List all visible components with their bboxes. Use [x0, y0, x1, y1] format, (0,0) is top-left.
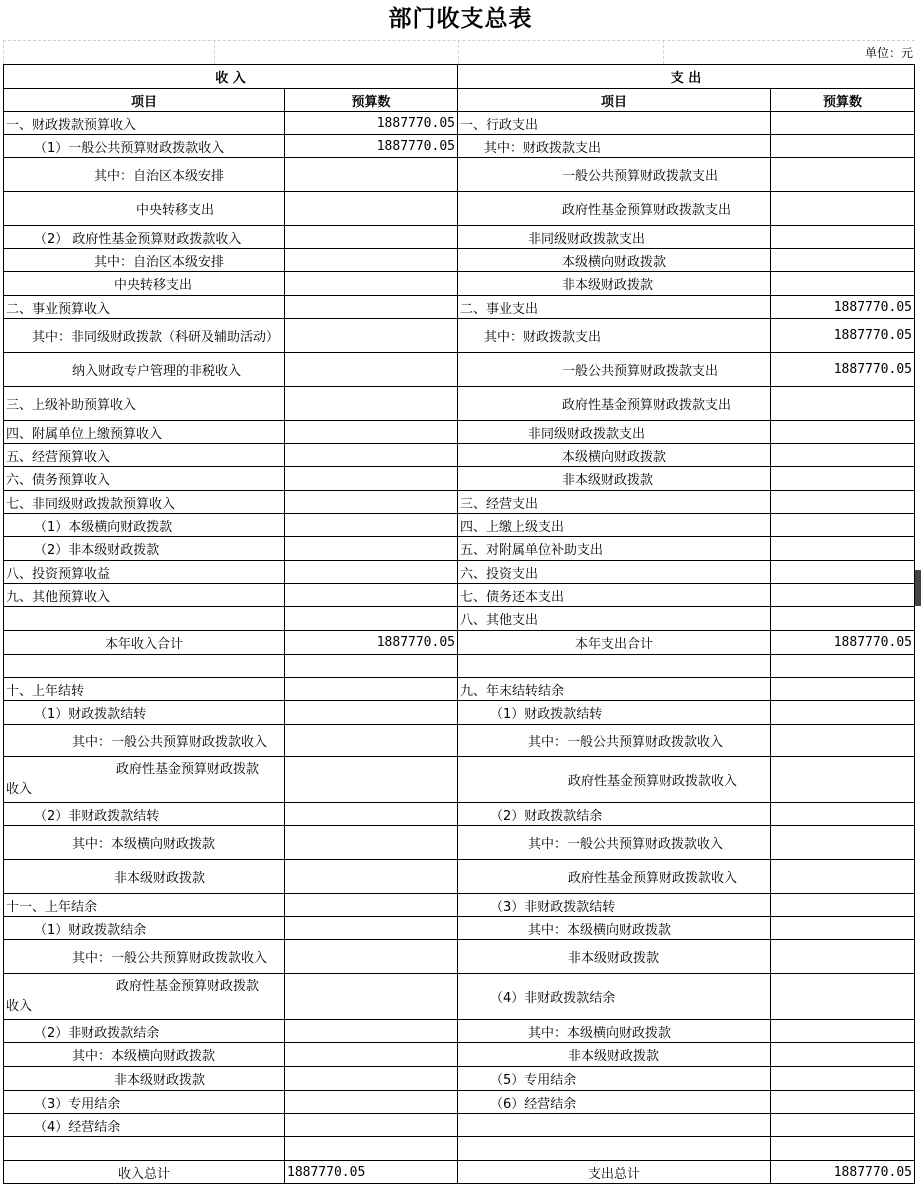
income-subtotal-value: 1887770.05 — [285, 631, 458, 655]
grid-line — [214, 40, 215, 64]
grid-line — [3, 40, 4, 64]
income-total-label: 收入总计 — [4, 1161, 285, 1184]
expense-value — [771, 1043, 915, 1067]
expense-item: 五、对附属单位补助支出 — [458, 537, 771, 561]
expense-item: 非同级财政拨款支出 — [458, 226, 771, 249]
expense-item: 一般公共预算财政拨款支出 — [458, 353, 771, 387]
expense-total-value: 1887770.05 — [771, 1161, 915, 1184]
expense-value — [771, 249, 915, 272]
expense-value: 1887770.05 — [771, 319, 915, 353]
income-value — [285, 607, 458, 631]
expense-item: 政府性基金预算财政拨款收入 — [458, 860, 771, 894]
income-total-value: 1887770.05 — [285, 1161, 458, 1184]
income-item: 十一、上年结余 — [4, 894, 285, 917]
column-header-row — [4, 89, 915, 112]
income-value — [285, 757, 458, 803]
income-value — [285, 1114, 458, 1137]
table-row — [4, 757, 915, 803]
expense-item-header: 项目 — [458, 89, 771, 112]
income-value — [285, 537, 458, 561]
expense-value — [771, 1137, 915, 1161]
expense-item: 九、年末结转结余 — [458, 678, 771, 701]
subtotal-row — [4, 631, 915, 655]
income-value — [285, 701, 458, 725]
expense-item: 六、投资支出 — [458, 561, 771, 584]
budget-table — [3, 64, 915, 1184]
expense-value — [771, 725, 915, 757]
income-item: 中央转移支出 — [4, 192, 285, 226]
income-item: （2）非本级财政拨款 — [4, 537, 285, 561]
expense-value — [771, 607, 915, 631]
income-value — [285, 725, 458, 757]
expense-value — [771, 272, 915, 296]
table-row — [4, 158, 915, 192]
income-item: 其中：一般公共预算财政拨款收入 — [4, 725, 285, 757]
unit-label: 单位：元 — [864, 46, 913, 60]
table-row — [4, 537, 915, 561]
table-row — [4, 192, 915, 226]
expense-item: 其中：一般公共预算财政拨款收入 — [458, 826, 771, 860]
income-value — [285, 894, 458, 917]
income-item: 二、事业预算收入 — [4, 296, 285, 319]
table-row — [4, 803, 915, 826]
income-value — [285, 974, 458, 1020]
expense-item: 政府性基金预算财政拨款收入 — [458, 757, 771, 803]
income-item-header: 项目 — [4, 89, 285, 112]
income-value — [285, 1043, 458, 1067]
table-row — [4, 1020, 915, 1043]
expense-subtotal-value: 1887770.05 — [771, 631, 915, 655]
income-item-line2: 收入 — [6, 781, 33, 797]
expense-item: 七、债务还本支出 — [458, 584, 771, 607]
table-row — [4, 607, 915, 631]
expense-item: （6）经营结余 — [458, 1091, 771, 1114]
page-title: 部门收支总表 — [388, 5, 533, 32]
expense-value — [771, 860, 915, 894]
table-row — [4, 272, 915, 296]
expense-item: 非本级财政拨款 — [458, 940, 771, 974]
expense-item: 非本级财政拨款 — [458, 467, 771, 491]
expense-item: 一般公共预算财政拨款支出 — [458, 158, 771, 192]
expense-item: 八、其他支出 — [458, 607, 771, 631]
income-item: 其中：自治区本级安排 — [4, 249, 285, 272]
income-value — [285, 514, 458, 537]
scrollbar-thumb[interactable] — [915, 570, 921, 606]
income-item-line1: 政府性基金预算财政拨款 — [116, 761, 260, 777]
income-item: 非本级财政拨款 — [4, 1067, 285, 1091]
income-item — [4, 607, 285, 631]
table-row — [4, 561, 915, 584]
expense-item: 本级横向财政拨款 — [458, 249, 771, 272]
expense-value: 1887770.05 — [771, 353, 915, 387]
expense-budget-header: 预算数 — [771, 89, 915, 112]
table-row — [4, 584, 915, 607]
table-row — [4, 319, 915, 353]
expense-item: 政府性基金预算财政拨款支出 — [458, 387, 771, 421]
income-value — [285, 655, 458, 678]
income-value — [285, 249, 458, 272]
expense-item — [458, 655, 771, 678]
sheet-divider — [3, 40, 915, 41]
income-value — [285, 491, 458, 514]
income-item: （1）财政拨款结余 — [4, 917, 285, 940]
expense-item — [458, 1114, 771, 1137]
income-item: （3）专用结余 — [4, 1091, 285, 1114]
income-item: 九、其他预算收入 — [4, 584, 285, 607]
expense-item: 其中：一般公共预算财政拨款收入 — [458, 725, 771, 757]
table-row — [4, 1114, 915, 1137]
income-item: 其中：本级横向财政拨款 — [4, 826, 285, 860]
income-item: 非本级财政拨款 — [4, 860, 285, 894]
income-item: 八、投资预算收益 — [4, 561, 285, 584]
table-row — [4, 974, 915, 1020]
income-value — [285, 940, 458, 974]
table-row — [4, 940, 915, 974]
expense-value — [771, 826, 915, 860]
income-item: 其中：一般公共预算财政拨款收入 — [4, 940, 285, 974]
expense-value — [771, 112, 915, 135]
expense-value — [771, 467, 915, 491]
expense-item: 非同级财政拨款支出 — [458, 421, 771, 444]
expense-value — [771, 1020, 915, 1043]
income-value — [285, 467, 458, 491]
income-item-line1: 政府性基金预算财政拨款 — [116, 978, 260, 994]
expense-value — [771, 537, 915, 561]
expense-item — [458, 1137, 771, 1161]
income-item: （2） 政府性基金预算财政拨款收入 — [4, 226, 285, 249]
table-row — [4, 655, 915, 678]
expense-item: 政府性基金预算财政拨款支出 — [458, 192, 771, 226]
expense-item: 本级横向财政拨款 — [458, 444, 771, 467]
table-row — [4, 387, 915, 421]
income-value — [285, 860, 458, 894]
income-value — [285, 444, 458, 467]
income-item — [4, 655, 285, 678]
expense-value — [771, 1091, 915, 1114]
income-item: （1）本级横向财政拨款 — [4, 514, 285, 537]
expense-value — [771, 561, 915, 584]
table-row — [4, 725, 915, 757]
expense-value — [771, 655, 915, 678]
income-item: 一、财政拨款预算收入 — [4, 112, 285, 135]
table-row — [4, 467, 915, 491]
table-row — [4, 701, 915, 725]
income-value — [285, 353, 458, 387]
income-value — [285, 917, 458, 940]
expense-item: （3）非财政拨款结转 — [458, 894, 771, 917]
income-header: 收 入 — [4, 65, 458, 89]
income-value — [285, 226, 458, 249]
table-row — [4, 514, 915, 537]
income-item: （2）非财政拨款结余 — [4, 1020, 285, 1043]
expense-item: 非本级财政拨款 — [458, 1043, 771, 1067]
income-value — [285, 387, 458, 421]
income-value — [285, 584, 458, 607]
expense-value — [771, 444, 915, 467]
table-row — [4, 894, 915, 917]
expense-item: 非本级财政拨款 — [458, 272, 771, 296]
income-value: 1887770.05 — [285, 135, 458, 158]
income-item — [4, 757, 285, 803]
table-row — [4, 1067, 915, 1091]
total-row — [4, 1161, 915, 1184]
income-item: （2）非财政拨款结转 — [4, 803, 285, 826]
income-item: 其中：非同级财政拨款（科研及辅助活动） — [4, 319, 285, 353]
income-value — [285, 1020, 458, 1043]
table-row — [4, 1091, 915, 1114]
table-row — [4, 353, 915, 387]
expense-value — [771, 1114, 915, 1137]
expense-item: （2）财政拨款结余 — [458, 803, 771, 826]
table-row — [4, 826, 915, 860]
income-value — [285, 1137, 458, 1161]
income-item: 纳入财政专户管理的非税收入 — [4, 353, 285, 387]
expense-subtotal-label: 本年支出合计 — [458, 631, 771, 655]
table-row — [4, 421, 915, 444]
income-value — [285, 1067, 458, 1091]
table-row — [4, 249, 915, 272]
income-budget-header: 预算数 — [285, 89, 458, 112]
expense-item: （1）财政拨款结转 — [458, 701, 771, 725]
expense-value — [771, 387, 915, 421]
income-item: 五、经营预算收入 — [4, 444, 285, 467]
income-value — [285, 158, 458, 192]
expense-item: 其中：财政拨款支出 — [458, 319, 771, 353]
expense-value — [771, 917, 915, 940]
income-item: 六、债务预算收入 — [4, 467, 285, 491]
income-value — [285, 561, 458, 584]
expense-value — [771, 491, 915, 514]
expense-item: 其中：财政拨款支出 — [458, 135, 771, 158]
income-value — [285, 803, 458, 826]
expense-value — [771, 1067, 915, 1091]
income-item: 其中：自治区本级安排 — [4, 158, 285, 192]
income-subtotal-label: 本年收入合计 — [4, 631, 285, 655]
income-item: 十、上年结转 — [4, 678, 285, 701]
expense-value — [771, 158, 915, 192]
income-item: 其中：本级横向财政拨款 — [4, 1043, 285, 1067]
income-value — [285, 678, 458, 701]
expense-item: （5）专用结余 — [458, 1067, 771, 1091]
expense-item: 其中：本级横向财政拨款 — [458, 917, 771, 940]
grid-line — [663, 40, 664, 64]
table-row — [4, 491, 915, 514]
income-item — [4, 1137, 285, 1161]
expense-value — [771, 894, 915, 917]
table-row — [4, 226, 915, 249]
expense-value — [771, 192, 915, 226]
expense-value — [771, 678, 915, 701]
income-value — [285, 421, 458, 444]
expense-value — [771, 974, 915, 1020]
income-value — [285, 272, 458, 296]
table-row — [4, 444, 915, 467]
table-row — [4, 296, 915, 319]
expense-value — [771, 514, 915, 537]
expense-item: 三、经营支出 — [458, 491, 771, 514]
income-value — [285, 319, 458, 353]
section-header-row — [4, 65, 915, 89]
expense-item: 二、事业支出 — [458, 296, 771, 319]
income-item-line2: 收入 — [6, 998, 33, 1014]
expense-total-label: 支出总计 — [458, 1161, 771, 1184]
table-row — [4, 135, 915, 158]
income-item: 三、上级补助预算收入 — [4, 387, 285, 421]
income-item: 七、非同级财政拨款预算收入 — [4, 491, 285, 514]
expense-value — [771, 940, 915, 974]
table-row — [4, 678, 915, 701]
income-item — [4, 974, 285, 1020]
expense-value — [771, 226, 915, 249]
table-row — [4, 1043, 915, 1067]
income-value — [285, 192, 458, 226]
expense-value — [771, 584, 915, 607]
income-item: （1）财政拨款结转 — [4, 701, 285, 725]
income-item: 四、附属单位上缴预算收入 — [4, 421, 285, 444]
income-item: （1）一般公共预算财政拨款收入 — [4, 135, 285, 158]
table-row — [4, 112, 915, 135]
table-row — [4, 917, 915, 940]
expense-item: （4）非财政拨款结余 — [458, 974, 771, 1020]
expense-item: 其中：本级横向财政拨款 — [458, 1020, 771, 1043]
table-row — [4, 860, 915, 894]
income-item: （4）经营结余 — [4, 1114, 285, 1137]
income-value — [285, 1091, 458, 1114]
expense-value — [771, 701, 915, 725]
expense-value — [771, 803, 915, 826]
expense-value — [771, 757, 915, 803]
expense-value: 1887770.05 — [771, 296, 915, 319]
expense-item: 一、行政支出 — [458, 112, 771, 135]
income-value: 1887770.05 — [285, 112, 458, 135]
table-row — [4, 1137, 915, 1161]
expense-value — [771, 135, 915, 158]
income-value — [285, 296, 458, 319]
income-value — [285, 826, 458, 860]
income-item: 中央转移支出 — [4, 272, 285, 296]
expense-item: 四、上缴上级支出 — [458, 514, 771, 537]
grid-line — [458, 40, 459, 64]
expense-header: 支 出 — [458, 65, 915, 89]
expense-value — [771, 421, 915, 444]
